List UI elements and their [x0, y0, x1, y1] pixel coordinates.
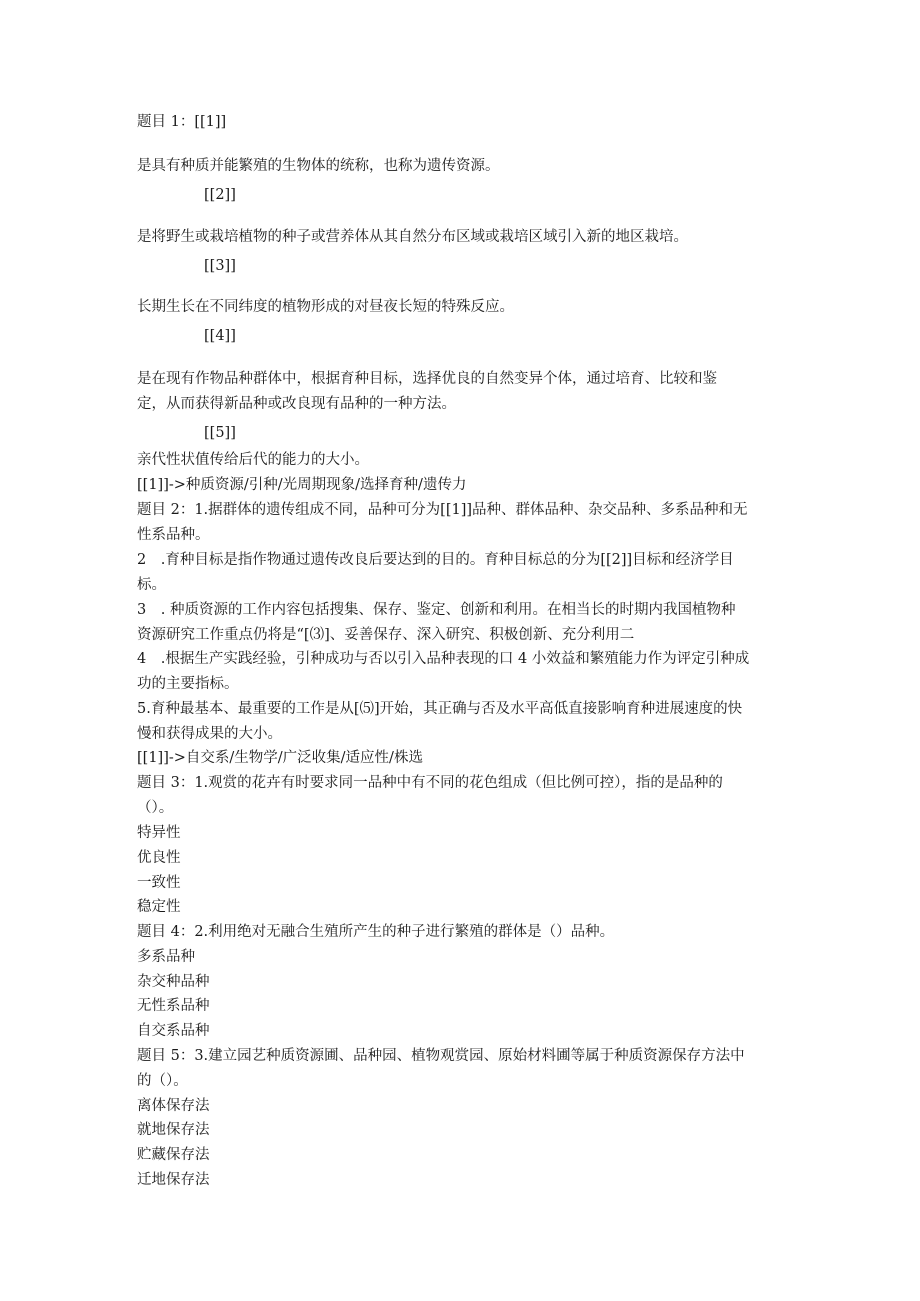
q1-blank-5: [[5]]	[204, 425, 236, 441]
q1-item2-text: 是将野生或栽培植物的种子或营养体从其自然分布区域或栽培区域引入新的地区栽培。	[137, 229, 688, 245]
q4-option-4: 自交系品种	[137, 1023, 210, 1039]
q2-item3-line1: 3 . 种质资源的工作内容包括搜集、保存、鉴定、创新和利用。在相当长的时期内我国植物种	[137, 602, 736, 618]
q4-option-1: 多系品种	[137, 949, 195, 965]
q2-item2-line2: 标。	[137, 577, 166, 593]
q4-option-2: 杂交种品种	[137, 974, 210, 990]
q1-blank-4: [[4]]	[204, 328, 236, 344]
q4-option-3: 无性系品种	[137, 998, 210, 1014]
q2-item4-line2: 功的主要指标。	[137, 676, 239, 692]
q2-item1-line1: 题目 2：1.据群体的遗传组成不同，品种可分为[[1]]品种、群体品种、杂交品种、多系品种和无	[137, 502, 748, 518]
q1-blank-3: [[3]]	[204, 258, 236, 274]
q3-option-4: 稳定性	[137, 899, 181, 915]
q2-item5-line1: 5.育种最基本、最重要的工作是从[⑸]开始，其正确与否及水平高低直接影响育种进展速度的快	[137, 701, 743, 717]
q5-stem-line1: 题目 5：3.建立园艺种质资源圃、品种园、植物观赏园、原始材料圃等属于种质资源保存方法中	[137, 1048, 745, 1064]
q2-item5-line2: 慢和获得成果的大小。	[137, 726, 282, 742]
q1-item4-text-line2: 定，从而获得新品种或改良现有品种的一种方法。	[137, 396, 456, 412]
q3-option-1: 特异性	[137, 825, 181, 841]
q3-option-3: 一致性	[137, 875, 181, 891]
q1-header: 题目 1：[[1]]	[137, 114, 227, 130]
q1-blank-2: [[2]]	[204, 187, 236, 203]
q3-option-2: 优良性	[137, 850, 181, 866]
q1-answer: [[1]]->种质资源/引种/光周期现象/选择育种/遗传力	[137, 477, 467, 493]
q1-item5-text: 亲代性状值传给后代的能力的大小。	[137, 452, 369, 468]
q5-option-1: 离体保存法	[137, 1098, 210, 1114]
q5-option-2: 就地保存法	[137, 1122, 210, 1138]
q5-option-4: 迁地保存法	[137, 1172, 210, 1188]
q1-item1-text: 是具有种质并能繁殖的生物体的统称，也称为遗传资源。	[137, 158, 500, 174]
q5-option-3: 贮藏保存法	[137, 1147, 210, 1163]
q1-item3-text: 长期生长在不同纬度的植物形成的对昼夜长短的特殊反应。	[137, 299, 514, 315]
q1-item4-text-line1: 是在现有作物品种群体中，根据育种目标，选择优良的自然变异个体，通过培育、比较和鉴	[137, 371, 717, 387]
q3-stem-line1: 题目 3：1.观赏的花卉有时要求同一品种中有不同的花色组成（但比例可控），指的是品种的	[137, 775, 723, 791]
q4-stem: 题目 4：2.利用绝对无融合生殖所产生的种子进行繁殖的群体是（）品种。	[137, 924, 615, 940]
q2-item3-line2: 资源研究工作重点仍将是“[⑶]、妥善保存、深入研究、积极创新、充分利用二	[137, 627, 635, 643]
q2-item2-line1: 2 .育种目标是指作物通过遗传改良后要达到的目的。育种目标总的分为[[2]]目标和经济学目	[137, 552, 734, 568]
q2-answer: [[1]]->自交系/生物学/广泛收集/适应性/株选	[137, 750, 423, 766]
q5-stem-line2: 的（）。	[137, 1073, 188, 1089]
q2-item4-line1: 4 .根据生产实践经验，引种成功与否以引入品种表现的口 4 小效益和繁殖能力作为评定引种成	[137, 651, 750, 667]
q2-item1-line2: 性系品种。	[137, 527, 210, 543]
q3-stem-line2: （）。	[137, 800, 174, 816]
